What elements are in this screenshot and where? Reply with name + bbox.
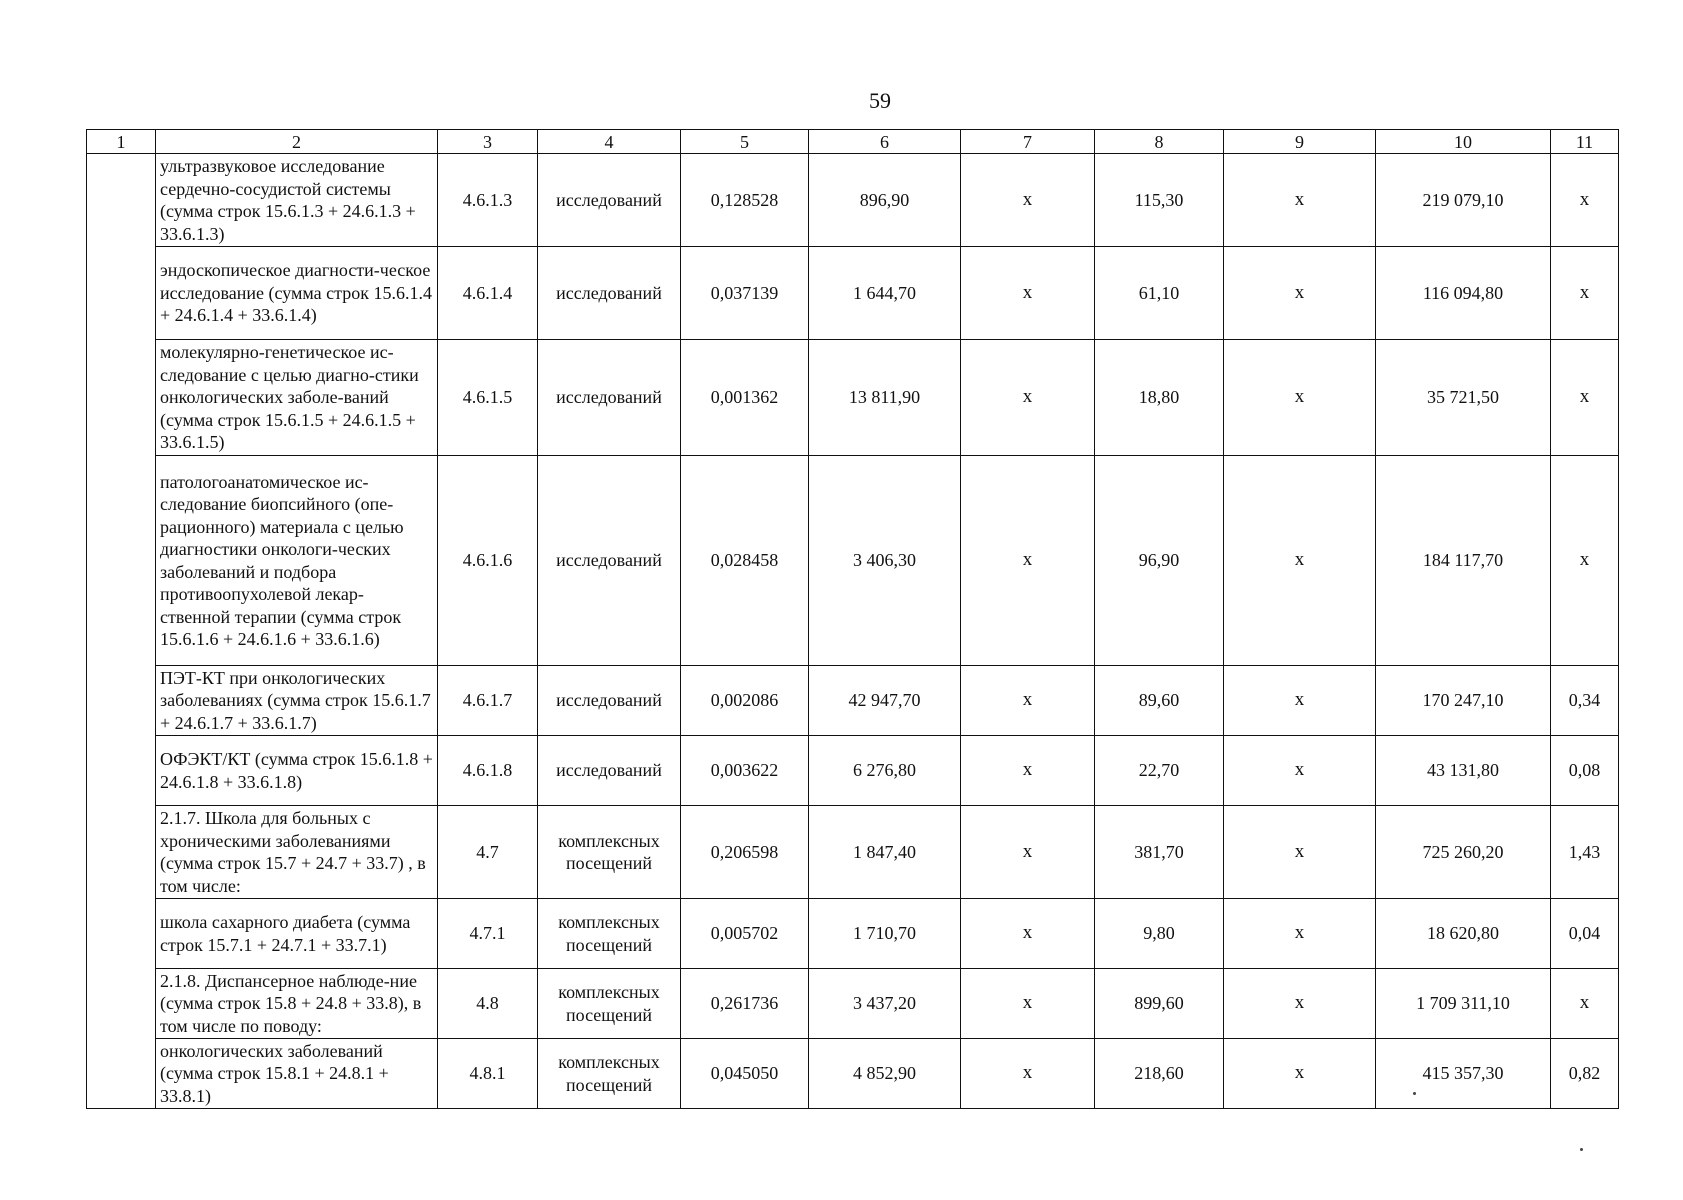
table-row: [87, 899, 1619, 969]
table-row: [87, 666, 1619, 736]
value-cell-10: 43 131,80: [1376, 736, 1551, 806]
table-row: [87, 154, 1619, 247]
row-name-cell: онкологических заболеваний (сумма строк 15.8.1 + 24.8.1 + 33.8.1): [156, 1039, 438, 1109]
row-name-cell: 2.1.7. Школа для больных с хроническими заболеваниями (сумма строк 15.7 + 24.7 + 33.7) , в том числе:: [156, 806, 438, 899]
value-cell-7: х: [961, 899, 1095, 969]
value-cell-9: х: [1224, 247, 1376, 340]
value-cell-5: 0,045050: [681, 1039, 809, 1109]
unit-cell: исследований: [538, 154, 681, 247]
value-cell-7: х: [961, 247, 1095, 340]
value-cell-5: 0,206598: [681, 806, 809, 899]
value-cell-5: 0,128528: [681, 154, 809, 247]
value-cell-9: х: [1224, 340, 1376, 456]
value-cell-11: х: [1551, 456, 1619, 666]
value-cell-7: х: [961, 969, 1095, 1039]
value-cell-8: 899,60: [1095, 969, 1224, 1039]
value-cell-5: 0,028458: [681, 456, 809, 666]
value-cell-7: х: [961, 1039, 1095, 1109]
unit-cell: комплексных посещений: [538, 899, 681, 969]
column-header: 2: [156, 130, 438, 154]
row-code-cell: 4.8.1: [438, 1039, 538, 1109]
value-cell-6: 3 437,20: [809, 969, 961, 1039]
value-cell-11: 0,08: [1551, 736, 1619, 806]
row-name-cell: ОФЭКТ/КТ (сумма строк 15.6.1.8 + 24.6.1.8 + 33.6.1.8): [156, 736, 438, 806]
row-code-cell: 4.7.1: [438, 899, 538, 969]
value-cell-5: 0,001362: [681, 340, 809, 456]
value-cell-7: х: [961, 806, 1095, 899]
column-header: 11: [1551, 130, 1619, 154]
column-header: 1: [87, 130, 156, 154]
unit-cell: исследований: [538, 666, 681, 736]
table-row: [87, 806, 1619, 899]
value-cell-8: 218,60: [1095, 1039, 1224, 1109]
value-cell-8: 381,70: [1095, 806, 1224, 899]
value-cell-8: 89,60: [1095, 666, 1224, 736]
row-name-cell: ультразвуковое исследование сердечно-сосудистой системы (сумма строк 15.6.1.3 + 24.6.1.3 + 33.6.1.3): [156, 154, 438, 247]
column-number-row: [87, 130, 1619, 154]
value-cell-11: 0,34: [1551, 666, 1619, 736]
value-cell-11: х: [1551, 969, 1619, 1039]
column-1-cell: [87, 154, 156, 1109]
row-name-cell: школа сахарного диабета (сумма строк 15.7.1 + 24.7.1 + 33.7.1): [156, 899, 438, 969]
value-cell-10: 184 117,70: [1376, 456, 1551, 666]
value-cell-5: 0,037139: [681, 247, 809, 340]
row-code-cell: 4.6.1.6: [438, 456, 538, 666]
row-name-cell: 2.1.8. Диспансерное наблюде-ние (сумма строк 15.8 + 24.8 + 33.8), в том числе по поводу:: [156, 969, 438, 1039]
value-cell-8: 9,80: [1095, 899, 1224, 969]
table-row: [87, 456, 1619, 666]
column-header: 8: [1095, 130, 1224, 154]
row-code-cell: 4.6.1.4: [438, 247, 538, 340]
column-header: 9: [1224, 130, 1376, 154]
value-cell-7: х: [961, 154, 1095, 247]
value-cell-10: 1 709 311,10: [1376, 969, 1551, 1039]
unit-cell: исследований: [538, 247, 681, 340]
value-cell-10: 725 260,20: [1376, 806, 1551, 899]
value-cell-7: х: [961, 666, 1095, 736]
value-cell-5: 0,261736: [681, 969, 809, 1039]
row-name-cell: ПЭТ-КТ при онкологических заболеваниях (сумма строк 15.6.1.7 + 24.6.1.7 + 33.6.1.7): [156, 666, 438, 736]
column-header: 3: [438, 130, 538, 154]
value-cell-7: х: [961, 456, 1095, 666]
value-cell-9: х: [1224, 456, 1376, 666]
value-cell-6: 13 811,90: [809, 340, 961, 456]
table-row: [87, 1039, 1619, 1109]
value-cell-8: 22,70: [1095, 736, 1224, 806]
column-header: 10: [1376, 130, 1551, 154]
row-code-cell: 4.6.1.8: [438, 736, 538, 806]
value-cell-6: 1 644,70: [809, 247, 961, 340]
value-cell-9: х: [1224, 736, 1376, 806]
value-cell-5: 0,005702: [681, 899, 809, 969]
value-cell-6: 42 947,70: [809, 666, 961, 736]
table-row: [87, 969, 1619, 1039]
value-cell-9: х: [1224, 969, 1376, 1039]
value-cell-9: х: [1224, 154, 1376, 247]
value-cell-7: х: [961, 736, 1095, 806]
value-cell-11: 0,82: [1551, 1039, 1619, 1109]
value-cell-10: 116 094,80: [1376, 247, 1551, 340]
unit-cell: исследований: [538, 456, 681, 666]
value-cell-6: 1 710,70: [809, 899, 961, 969]
value-cell-9: х: [1224, 666, 1376, 736]
value-cell-9: х: [1224, 806, 1376, 899]
row-code-cell: 4.7: [438, 806, 538, 899]
column-header: 5: [681, 130, 809, 154]
value-cell-11: х: [1551, 154, 1619, 247]
column-header: 6: [809, 130, 961, 154]
value-cell-9: х: [1224, 899, 1376, 969]
value-cell-8: 96,90: [1095, 456, 1224, 666]
table-row: [87, 340, 1619, 456]
value-cell-5: 0,003622: [681, 736, 809, 806]
value-cell-6: 3 406,30: [809, 456, 961, 666]
row-name-cell: эндоскопическое диагности-ческое исследование (сумма строк 15.6.1.4 + 24.6.1.4 + 33.6.1.4): [156, 247, 438, 340]
unit-cell: исследований: [538, 736, 681, 806]
value-cell-10: 219 079,10: [1376, 154, 1551, 247]
scan-speck: [1413, 1092, 1416, 1095]
column-header: 4: [538, 130, 681, 154]
row-name-cell: молекулярно-генетическое ис-следование с целью диагно-стики онкологических заболе-ваний (сумма строк 15.6.1.5 + 24.6.1.5 + 33.6.1.5): [156, 340, 438, 456]
row-code-cell: 4.6.1.7: [438, 666, 538, 736]
unit-cell: комплексных посещений: [538, 806, 681, 899]
table-row: [87, 736, 1619, 806]
unit-cell: комплексных посещений: [538, 1039, 681, 1109]
data-table: [86, 129, 1619, 1109]
column-header: 7: [961, 130, 1095, 154]
scan-speck: [1580, 1148, 1583, 1151]
page-number: 59: [869, 88, 891, 113]
row-code-cell: 4.8: [438, 969, 538, 1039]
value-cell-10: 170 247,10: [1376, 666, 1551, 736]
table-row: [87, 247, 1619, 340]
value-cell-10: 35 721,50: [1376, 340, 1551, 456]
value-cell-6: 1 847,40: [809, 806, 961, 899]
value-cell-11: х: [1551, 247, 1619, 340]
value-cell-5: 0,002086: [681, 666, 809, 736]
value-cell-8: 115,30: [1095, 154, 1224, 247]
value-cell-11: 0,04: [1551, 899, 1619, 969]
value-cell-6: 6 276,80: [809, 736, 961, 806]
value-cell-8: 18,80: [1095, 340, 1224, 456]
row-code-cell: 4.6.1.3: [438, 154, 538, 247]
value-cell-11: 1,43: [1551, 806, 1619, 899]
row-code-cell: 4.6.1.5: [438, 340, 538, 456]
unit-cell: исследований: [538, 340, 681, 456]
value-cell-10: 415 357,30: [1376, 1039, 1551, 1109]
value-cell-6: 896,90: [809, 154, 961, 247]
unit-cell: комплексных посещений: [538, 969, 681, 1039]
value-cell-10: 18 620,80: [1376, 899, 1551, 969]
value-cell-9: х: [1224, 1039, 1376, 1109]
value-cell-11: х: [1551, 340, 1619, 456]
value-cell-8: 61,10: [1095, 247, 1224, 340]
value-cell-6: 4 852,90: [809, 1039, 961, 1109]
row-name-cell: патологоанатомическое ис-следование биопсийного (опе-рационного) материала с целью диагностики онкологи-ческих заболеваний и подбора противоопухолевой лекар-ственной терапии (сумма строк 15.6.1.6 + 24.6.1.6 + 33.6.1.6): [156, 456, 438, 666]
value-cell-7: х: [961, 340, 1095, 456]
